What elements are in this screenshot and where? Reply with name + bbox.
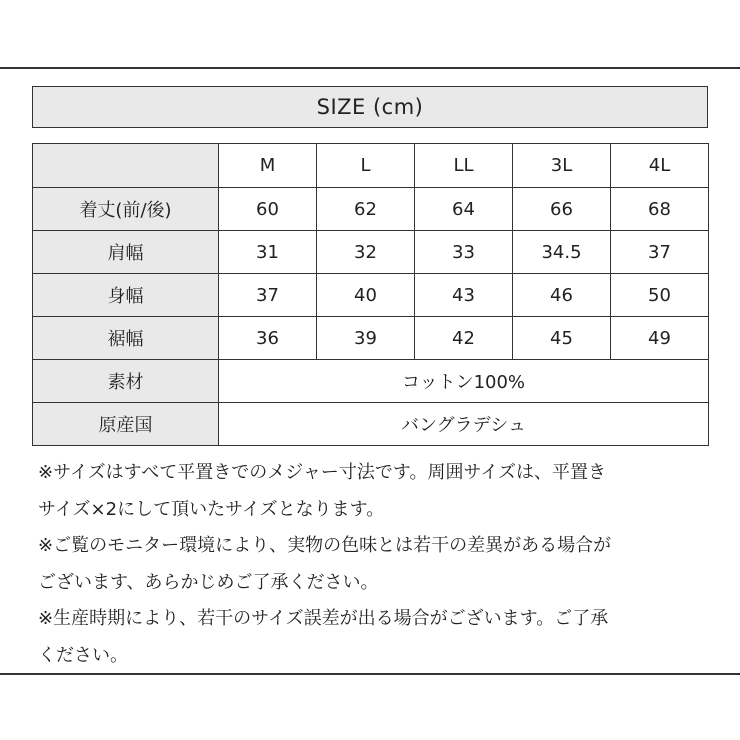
note-line: ございます、あらかじめご了承ください。 (38, 571, 379, 593)
table-cell: 33 (415, 231, 513, 274)
row-label: 肩幅 (33, 231, 219, 274)
table-cell: 50 (611, 274, 709, 317)
size-table (32, 143, 709, 446)
header-size-m: M (219, 144, 317, 188)
header-size-l: L (317, 144, 415, 188)
header-corner-cell (33, 144, 219, 188)
table-cell: 45 (513, 317, 611, 360)
table-cell: 68 (611, 188, 709, 231)
row-shoulder (33, 231, 709, 274)
row-material (33, 360, 709, 403)
table-cell: 62 (317, 188, 415, 231)
table-cell: 31 (219, 231, 317, 274)
row-hem-width (33, 317, 709, 360)
note-line: ください。 (38, 644, 128, 666)
note-line: サイズ×2にして頂いたサイズとなります。 (38, 498, 385, 520)
note-line: ※サイズはすべて平置きでのメジャー寸法です。周囲サイズは、平置き (38, 462, 607, 483)
size-title: SIZE (cm) (32, 86, 708, 128)
table-cell: 37 (611, 231, 709, 274)
header-size-4l: 4L (611, 144, 709, 188)
table-cell: 40 (317, 274, 415, 317)
table-cell: 43 (415, 274, 513, 317)
origin-label: 原産国 (33, 403, 219, 446)
row-label: 身幅 (33, 274, 219, 317)
row-origin (33, 403, 709, 446)
row-length (33, 188, 709, 231)
size-notes (38, 455, 708, 674)
table-cell: 42 (415, 317, 513, 360)
row-label: 裾幅 (33, 317, 219, 360)
table-cell: 66 (513, 188, 611, 231)
header-size-ll: LL (415, 144, 513, 188)
row-body-width (33, 274, 709, 317)
table-cell: 32 (317, 231, 415, 274)
table-cell: 60 (219, 188, 317, 231)
table-cell: 39 (317, 317, 415, 360)
size-header-row (33, 144, 709, 188)
note-line: ※生産時期により、若干のサイズ誤差が出る場合がございます。ご了承 (38, 608, 609, 629)
note-line: ※ご覧のモニター環境により、実物の色味とは若干の差異がある場合が (38, 535, 612, 556)
origin-value: バングラデシュ (219, 403, 709, 446)
header-size-3l: 3L (513, 144, 611, 188)
material-value: コットン100% (219, 360, 709, 403)
table-cell: 46 (513, 274, 611, 317)
table-cell: 49 (611, 317, 709, 360)
table-cell: 37 (219, 274, 317, 317)
table-cell: 36 (219, 317, 317, 360)
table-cell: 64 (415, 188, 513, 231)
row-label: 着丈(前/後) (33, 188, 219, 231)
table-cell: 34.5 (513, 231, 611, 274)
material-label: 素材 (33, 360, 219, 403)
